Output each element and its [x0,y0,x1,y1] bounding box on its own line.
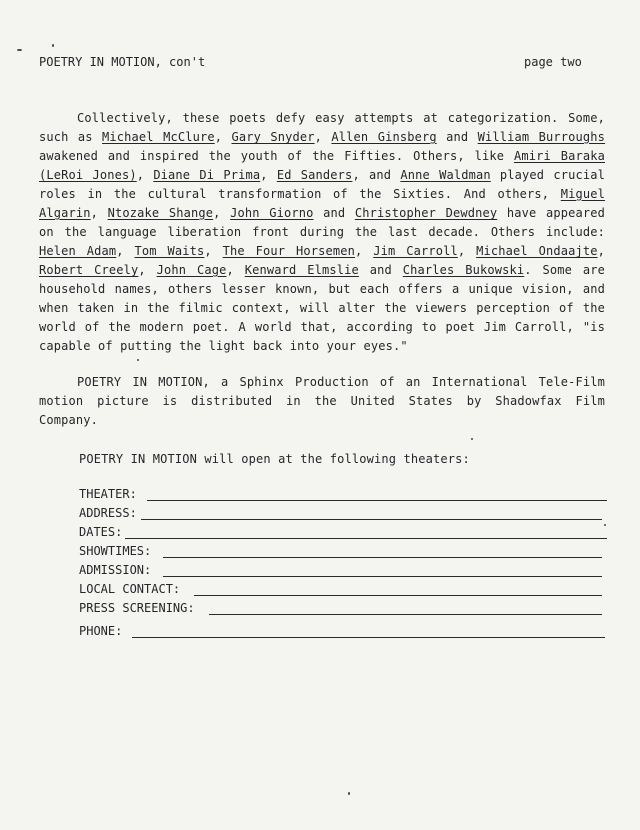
poet-name: Kenward Elmslie [244,263,359,277]
poet-name: Allen Ginsberg [331,130,437,144]
phone-label: PHONE: [79,624,123,638]
theater-label: THEATER: [79,487,137,501]
theaters-intro: POETRY IN MOTION will open at the following theaters: [79,452,470,466]
text-run: , [138,263,157,277]
dates-blank-line [125,538,607,539]
scan-speck [52,44,54,47]
distribution-text: POETRY IN MOTION, a Sphinx Production of an International Tele-Film motion picture is distributed in the United States by Shadowfax Film Company. [39,375,605,427]
page-number: page two [524,55,582,69]
address-label: ADDRESS: [79,506,137,520]
scan-speck [604,524,606,526]
poet-name: Michael Ondaajte [476,244,598,258]
theater-row [79,487,607,506]
text-run: , [136,168,154,182]
text-run: , [260,168,277,182]
text-run: , [204,244,223,258]
scan-speck [137,359,139,361]
poet-name: Ntozake Shange [107,206,214,220]
text-run: , [226,263,245,277]
dates-row [79,525,607,544]
poet-name: John Giorno [230,206,314,220]
text-run: , and [352,168,401,182]
text-run: , [314,130,332,144]
phone-row [79,624,607,643]
text-run: have appeared on the language liberation front during the last decade. Others include: [39,206,605,239]
poet-name: Tom Waits [134,244,205,258]
text-run: , [597,244,605,258]
local-contact-row [79,582,607,601]
text-run: awakened and inspired the youth of the Fifties. Others, like [39,149,514,163]
showtimes-row [79,544,607,563]
poet-name: Robert Creely [39,263,139,277]
showtimes-blank-line [163,557,602,558]
poet-name: Jim Carroll [373,244,458,258]
poet-name: Anne Waldman [400,168,491,182]
header-title: POETRY IN MOTION, con't [39,55,206,69]
press-screening-blank-line [209,614,602,615]
admission-blank-line [163,576,602,577]
poet-name: William Burroughs [477,130,606,144]
text-run: and [358,263,403,277]
address-row [79,506,607,525]
text-run: , [214,130,232,144]
admission-row [79,563,607,582]
theater-blank-line [147,500,607,501]
scan-speck [17,49,22,51]
local-contact-blank-line [194,595,602,596]
poet-name: The Four Horsemen [222,244,355,258]
poet-name: Amiri Baraka (LeRoi Jones) [39,149,605,182]
text-run: , [213,206,231,220]
poet-name: Miguel Algarin [39,187,605,220]
scan-speck [471,438,473,440]
text-run: played crucial roles in the cultural transformation of the Sixties. And others, [39,168,606,201]
press-screening-row [79,601,607,620]
theater-info-form [79,487,607,643]
text-run: , [457,244,477,258]
text-run: Collectively, these poets defy easy attempts at categorization. Some, such as [39,111,605,144]
local-contact-label: LOCAL CONTACT: [79,582,181,596]
text-run: . Some are household names, others lesser known, but each offers a unique vision, and when taken in the filmic context, will alter the viewers perception of the world of the modern poet. A world that, according to poet Jim Carroll, "is capable of putting the light back into your eyes." [39,263,605,353]
paragraph-distribution [39,373,605,430]
poet-name: Helen Adam [39,244,117,258]
text-run: , [116,244,135,258]
poet-name: John Cage [156,263,227,277]
dates-label: DATES: [79,525,123,539]
poet-name: Christopher Dewdney [354,206,498,220]
poet-name: Ed Sanders [276,168,353,182]
text-run: and [436,130,478,144]
poet-name: Diane Di Prima [153,168,261,182]
scan-speck [348,792,350,795]
phone-blank-line [132,637,605,638]
paragraph-poets [39,109,605,356]
admission-label: ADMISSION: [79,563,152,577]
showtimes-label: SHOWTIMES: [79,544,152,558]
poet-name: Michael McClure [102,130,215,144]
poet-name: Gary Snyder [231,130,315,144]
poet-name: Charles Bukowski [402,263,525,277]
address-blank-line [141,519,602,520]
text-run: , [90,206,108,220]
text-run: , [355,244,374,258]
press-screening-label: PRESS SCREENING: [79,601,195,615]
text-run: and [313,206,355,220]
